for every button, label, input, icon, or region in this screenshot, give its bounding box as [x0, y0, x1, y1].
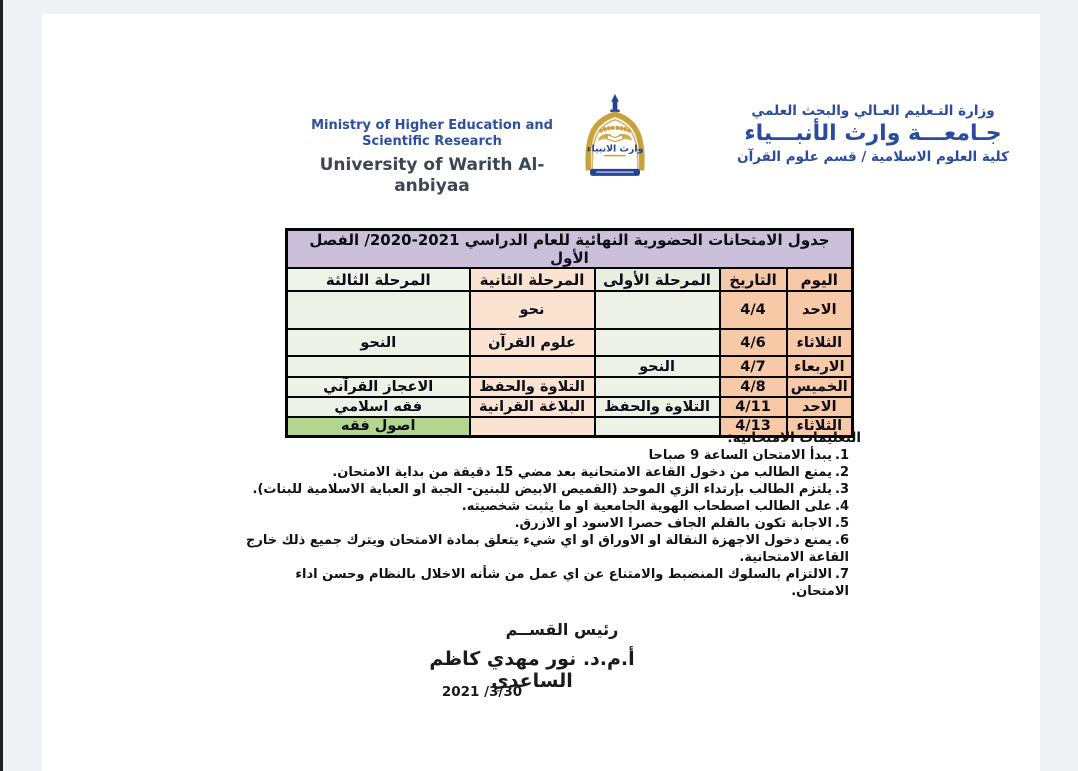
ministry-arabic-line: وزارة التـعليم العـالي والبحث العلمي — [751, 103, 995, 119]
college-department-line: كلية العلوم الاسلامية / قسم علوم القرآن — [737, 149, 1009, 165]
logo-calligraphy-text: وارث الانبياء — [586, 143, 644, 155]
table-title: جدول الامتحانات الحضورية النهائية للعام الدراسي 2021-2020/ الفصل الأول — [287, 230, 853, 269]
instruction-number: 1. — [835, 448, 849, 463]
day-cell: الثلاثاء — [787, 329, 853, 356]
instruction-text: الاجابة تكون بالقلم الجاف حصرا الاسود او الازرق. — [514, 516, 832, 531]
table-row — [287, 377, 853, 397]
stage1-cell: التلاوة والحفظ — [595, 397, 720, 417]
table-row — [287, 397, 853, 417]
instruction-text: يمنع الطالب من دخول القاعة الامتحانية بعد مضي 15 دقيقة من بداية الامتحان. — [332, 465, 832, 480]
exam-schedule-table — [285, 228, 854, 438]
instruction-text: يمنع دخول الاجهزة النقالة او الاوراق او اي شيء يتعلق بمادة الامتحان ويترك جميع ذلك خارج القاعة الامتحانية. — [246, 533, 849, 565]
instruction-number: 7. — [835, 567, 849, 582]
signature-date: 2021 /3/30 — [441, 684, 523, 700]
instruction-item — [237, 447, 861, 464]
signature-title: رئيس القســم — [505, 620, 619, 639]
date-cell: 4/11 — [720, 397, 787, 417]
stage3-cell: الاعجاز القرآني — [287, 377, 470, 397]
date-cell: 4/13 — [720, 417, 787, 436]
col-header-stage3: المرحلة الثالثة — [287, 268, 470, 291]
university-emblem-icon — [576, 94, 654, 186]
stage1-cell: النحو — [595, 356, 720, 377]
instruction-number: 6. — [835, 533, 849, 548]
window-left-edge — [0, 0, 3, 771]
stage2-cell: نحو — [470, 291, 595, 329]
col-header-date: التاريخ — [720, 268, 787, 291]
instruction-item — [237, 566, 861, 600]
exam-instructions — [237, 430, 861, 600]
instructions-title: التعليمات الامتحانية: — [727, 430, 861, 446]
date-cell: 4/4 — [720, 291, 787, 329]
table-row — [287, 356, 853, 377]
date-cell: 4/7 — [720, 356, 787, 377]
stage1-cell — [595, 291, 720, 329]
instruction-item — [237, 515, 861, 532]
stage2-cell: علوم القرآن — [470, 329, 595, 356]
table-row — [287, 329, 853, 356]
university-logo — [576, 94, 654, 186]
instruction-item — [237, 464, 861, 481]
stage3-cell — [287, 291, 470, 329]
university-english-name: University of Warith Al- anbiyaa — [319, 155, 545, 196]
stage2-cell: البلاغة القرانية — [470, 397, 595, 417]
instruction-item — [237, 498, 861, 515]
instruction-text: يبدأ الامتحان الساعة 9 صباحا — [648, 448, 832, 463]
stage3-cell: النحو — [287, 329, 470, 356]
col-header-day: اليوم — [787, 268, 853, 291]
instruction-number: 2. — [835, 465, 849, 480]
ministry-english-block — [310, 118, 554, 197]
instruction-text: على الطالب اصطحاب الهوية الجامعية او ما يثبت شخصيته. — [461, 499, 832, 514]
instruction-item — [237, 481, 861, 498]
stage3-cell — [287, 356, 470, 377]
day-cell: الاحد — [787, 291, 853, 329]
col-header-stage2: المرحلة الثانية — [470, 268, 595, 291]
university-arabic-name: جـامعـــة وارث الأنبـــياء — [744, 121, 1002, 146]
table-row — [287, 291, 853, 329]
day-cell: الاحد — [787, 397, 853, 417]
document-page — [42, 14, 1040, 771]
instruction-number: 3. — [835, 482, 849, 497]
date-cell: 4/8 — [720, 377, 787, 397]
instruction-text: الالتزام بالسلوك المنضبط والامتناع عن اي عمل من شأنه الاخلال بالنظام وحسن اداء الامتحان. — [295, 567, 849, 599]
ministry-english-line1: Ministry of Higher Education and — [311, 118, 553, 133]
ministry-arabic-block — [690, 102, 1056, 166]
instruction-text: يلتزم الطالب بإرتداء الزي الموحد (القميص الابيض للبنين- الجبة او العباية الاسلامية للبنات). — [252, 482, 832, 497]
stage3-cell: فقه اسلامي — [287, 397, 470, 417]
instruction-item — [237, 532, 861, 566]
ministry-english-line2: Scientific Research — [362, 134, 502, 149]
day-cell: الخميس — [787, 377, 853, 397]
col-header-stage1: المرحلة الأولى — [595, 268, 720, 291]
day-cell: الاربعاء — [787, 356, 853, 377]
instruction-number: 4. — [835, 499, 849, 514]
stage1-cell — [595, 329, 720, 356]
stage2-cell: التلاوة والحفظ — [470, 377, 595, 397]
stage1-cell — [595, 377, 720, 397]
instruction-number: 5. — [835, 516, 849, 531]
table-header-row — [287, 268, 853, 291]
signature-name: أ.م.د. نور مهدي كاظم الساعدي — [429, 648, 635, 692]
day-cell: الثلاثاء — [787, 417, 853, 436]
stage2-cell — [470, 356, 595, 377]
stage3-cell: اصول فقه — [287, 417, 470, 436]
date-cell: 4/6 — [720, 329, 787, 356]
